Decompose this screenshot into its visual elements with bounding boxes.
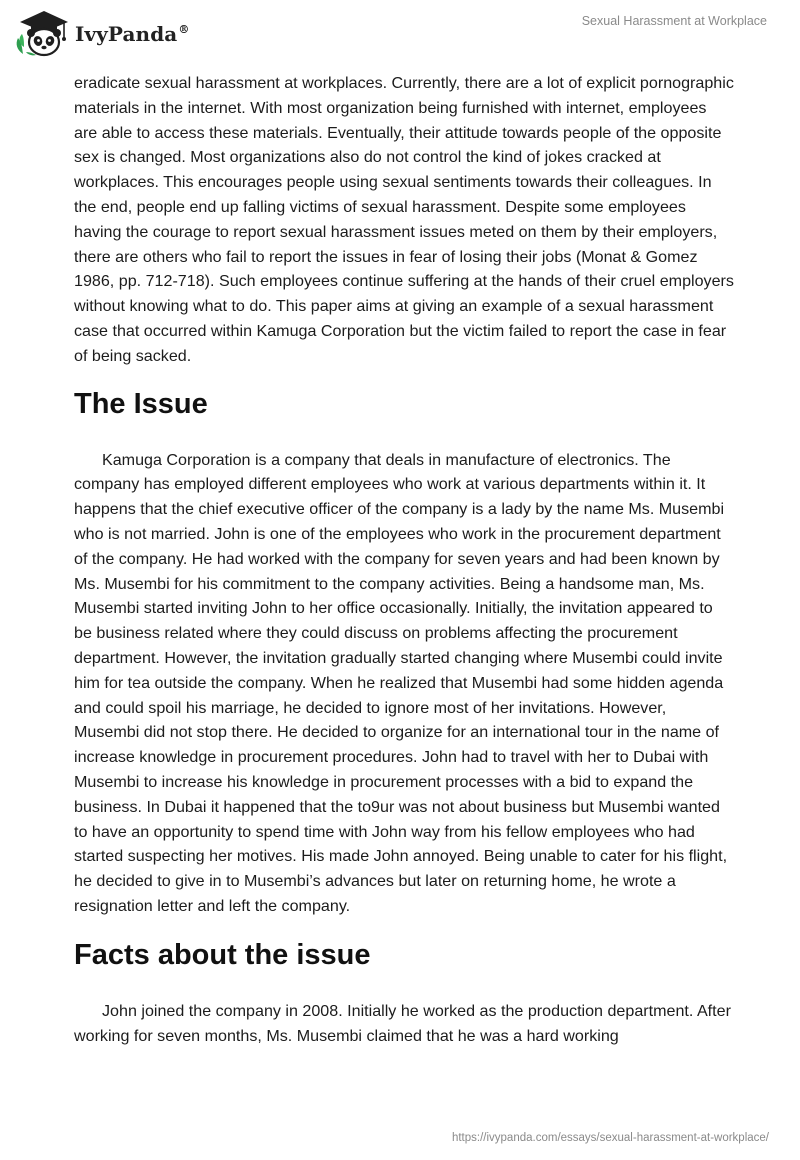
- intro-paragraph: eradicate sexual harassment at workplaces. Currently, there are a lot of explicit pornographic materials in the internet. With most organization being furnished with internet, employees are able to access these materials. Eventually, their attitude towards people of the opposite sex is changed. Most organizations also do not control the kind of jokes cracked at workplaces. This encourages people using sexual sentiments towards their colleagues. In the end, people end up falling victims of sexual harassment. Despite some employees having the courage to report sexual harassment issues meted on them by their employers, there are others who fail to report the issues in fear of losing their jobs (Monat & Gomez 1986, pp. 712-718). Such employees continue suffering at the hands of their cruel employers without knowing what to do. This paper aims at giving an example of a sexual harassment case that occurred within Kamuga Corporation but the victim failed to report the case in fear of being sacked.: [74, 74, 734, 365]
- essay-body: [74, 71, 734, 1048]
- facts-paragraph: John joined the company in 2008. Initially he worked as the production department. After working for seven months, Ms. Musembi claimed that he was a hard working: [74, 1001, 731, 1045]
- page-header: [0, 0, 800, 64]
- ivypanda-logo[interactable]: [14, 8, 189, 58]
- section-heading-the-issue: The Issue: [74, 387, 208, 420]
- footer-url[interactable]: https://ivypanda.com/essays/sexual-harassment-at-workplace/: [451, 1132, 769, 1144]
- logo-wordmark: IvyPanda®: [75, 22, 190, 46]
- document-title: Sexual Harassment at Workplace: [581, 14, 767, 28]
- panda-graduate-icon: [14, 8, 72, 58]
- registered-mark: ®: [178, 23, 190, 37]
- section-heading-facts: Facts about the issue: [74, 938, 371, 971]
- issue-paragraph: Kamuga Corporation is a company that deals in manufacture of electronics. The company has employed different employees who work at various departments within it. It happens that the chief executive officer of the company is a lady by the name Ms. Musembi who is not married. John is one of the employees who work in the procurement department of the company. He had worked with the company for seven years and had been known by Ms. Musembi for his commitment to the company activities. Being a handsome man, Ms. Musembi started inviting John to her office occasionally. Initially, the invitation appeared to be business related where they could discuss on problems affecting the procurement department. However, the invitation gradually started changing where Musembi could invite him for tea outside the company. When he realized that Musembi had some hidden agenda and could spoil his marriage, he decided to ignore most of her invitations. However, Musembi did not stop there. He decided to organize for an international tour in the name of increase knowledge in procurement procedures. John had to travel with her to Dubai with Musembi to increase his knowledge in procurement processes with a bid to expand the business. In Dubai it happened that the to9ur was not about business but Musembi wanted to have an opportunity to spend time with John way from his fellow employees who had started suspecting her motives. His made John annoyed. Being unable to cater for his flight, he decided to give in to Musembi’s advances but later on returning home, he wrote a resignation letter and left the company.: [74, 450, 728, 915]
